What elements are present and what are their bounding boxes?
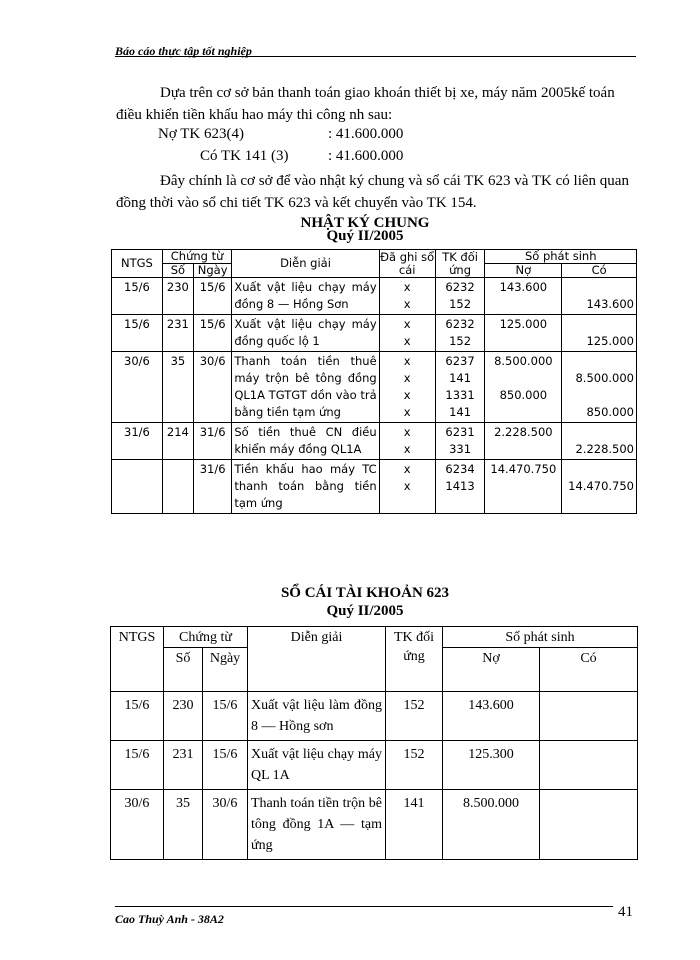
ledger-row — [111, 790, 638, 860]
cell-ngay: 15/6 — [193, 315, 231, 352]
journal-header-ntgs: NTGS — [112, 250, 163, 278]
cell-da-ghi: x x — [379, 315, 435, 352]
cell-ngay: 31/6 — [193, 460, 231, 514]
cell-ngay: 15/6 — [203, 692, 248, 741]
cell-ntgs: 30/6 — [112, 352, 163, 423]
ledger-row — [111, 692, 638, 741]
ledger-title: SỔ CÁI TÀI KHOẢN 623 — [280, 585, 450, 601]
ledger-header-so: Số — [164, 648, 203, 692]
cell-ntgs: 15/6 — [112, 315, 163, 352]
cell-no: 8.500.000 — [443, 790, 540, 860]
journal-row — [112, 278, 637, 315]
cell-so: 231 — [164, 741, 203, 790]
cell-da-ghi: x x — [379, 278, 435, 315]
page-number: 41 — [618, 904, 633, 920]
cell-no: 125.300 — [443, 741, 540, 790]
cell-co — [540, 741, 638, 790]
credit-entry-value: : 41.600.000 — [328, 148, 404, 164]
cell-tk: 152 — [386, 692, 443, 741]
ledger-subtitle: Quý II/2005 — [326, 603, 404, 619]
cell-tk: 6232 152 — [435, 278, 485, 315]
cell-no: 14.470.750 — [485, 460, 562, 514]
cell-co: 125.000 — [562, 315, 637, 352]
ledger-header-ntgs: NTGS — [111, 627, 164, 692]
journal-header-no: Nợ — [485, 264, 562, 278]
journal-title: NHẬT KÝ CHUNG — [300, 215, 430, 231]
journal-subtitle: Quý II/2005 — [326, 228, 404, 244]
cell-tk: 6237 141 1331 141 — [435, 352, 485, 423]
cell-dien-giai: Số tiền thuê CN điều khiển máy đồng QL1A — [232, 423, 379, 460]
cell-ntgs: 31/6 — [112, 423, 163, 460]
cell-dien-giai: Xuất vật liệu chạy máy đồng quốc lộ 1 — [232, 315, 379, 352]
ledger-table — [110, 626, 638, 860]
ledger-header-no: Nợ — [443, 648, 540, 692]
credit-entry-label: Có TK 141 (3) — [200, 148, 289, 164]
cell-co: 8.500.000 850.000 — [562, 352, 637, 423]
cell-no: 143.600 — [443, 692, 540, 741]
cell-ngay: 15/6 — [193, 278, 231, 315]
cell-so: 230 — [162, 278, 193, 315]
cell-da-ghi: x x x x — [379, 352, 435, 423]
cell-ntgs: 15/6 — [111, 741, 164, 790]
cell-tk: 141 — [386, 790, 443, 860]
cell-ngay: 31/6 — [193, 423, 231, 460]
journal-row — [112, 315, 637, 352]
cell-no: 8.500.000 850.000 — [485, 352, 562, 423]
cell-co: 14.470.750 — [562, 460, 637, 514]
debit-entry-label: Nợ TK 623(4) — [158, 126, 244, 142]
journal-header-da-ghi: Đã ghi sổ cái — [380, 249, 435, 277]
cell-dien-giai: Xuất vật liệu chạy máy QL 1A — [248, 741, 386, 790]
cell-no: 2.228.500 — [485, 423, 562, 460]
cell-ngay: 30/6 — [193, 352, 231, 423]
cell-so: 214 — [162, 423, 193, 460]
cell-co — [540, 790, 638, 860]
cell-co: 143.600 — [562, 278, 637, 315]
cell-no: 143.600 — [485, 278, 562, 315]
cell-so: 230 — [164, 692, 203, 741]
ledger-header-chung-tu: Chứng từ — [164, 627, 248, 648]
ledger-header-dien-giai: Diễn giải — [248, 627, 386, 692]
journal-header-ngay: Ngày — [193, 264, 231, 278]
journal-header-co: Có — [562, 264, 637, 278]
cell-tk: 152 — [386, 741, 443, 790]
footer-rule — [115, 906, 613, 907]
journal-row — [112, 423, 637, 460]
cell-ntgs: 30/6 — [111, 790, 164, 860]
intro-paragraph-2: Đây chính là cơ sở để vào nhật ký chung và sổ cái TK 623 và TK có liên quan đồng thời vào sổ chi tiết TK 623 và kết chuyển vào TK 154. — [116, 173, 629, 211]
cell-da-ghi: x x — [379, 423, 435, 460]
cell-tk: 6232 152 — [435, 315, 485, 352]
cell-dien-giai: Thanh toán tiền trộn bê tông đồng 1A — tạm ứng — [248, 790, 386, 860]
cell-so — [162, 460, 193, 514]
journal-header-so: Số — [162, 264, 193, 278]
cell-ntgs: 15/6 — [112, 278, 163, 315]
header-rule — [115, 56, 636, 57]
ledger-header-co: Có — [540, 648, 638, 692]
debit-entry-value: : 41.600.000 — [328, 126, 404, 142]
cell-so: 35 — [164, 790, 203, 860]
ledger-header-tk-doi-ung: TK đối ứng — [386, 627, 443, 692]
ledger-row — [111, 741, 638, 790]
journal-header-chung-tu: Chứng từ — [162, 250, 232, 264]
journal-row — [112, 460, 637, 514]
cell-dien-giai: Xuất vật liệu chạy máy đồng 8 — Hồng Sơn — [232, 278, 379, 315]
cell-dien-giai: Tiền khấu hao máy TC thanh toán bằng tiền tạm ứng — [232, 460, 379, 514]
journal-table — [111, 249, 637, 514]
cell-tk: 6234 1413 — [435, 460, 485, 514]
cell-ngay: 30/6 — [203, 790, 248, 860]
cell-ntgs — [112, 460, 163, 514]
cell-co: 2.228.500 — [562, 423, 637, 460]
cell-co — [540, 692, 638, 741]
cell-ngay: 15/6 — [203, 741, 248, 790]
ledger-header-ngay: Ngày — [203, 648, 248, 692]
cell-dien-giai: Xuất vật liệu làm đồng 8 — Hồng sơn — [248, 692, 386, 741]
cell-so: 35 — [162, 352, 193, 423]
cell-no: 125.000 — [485, 315, 562, 352]
cell-da-ghi: x x — [379, 460, 435, 514]
ledger-header-so-phat-sinh: Số phát sinh — [443, 627, 638, 648]
cell-so: 231 — [162, 315, 193, 352]
journal-header-tk-doi-ung: TK đối ứng — [435, 250, 485, 278]
journal-row — [112, 352, 637, 423]
cell-ntgs: 15/6 — [111, 692, 164, 741]
page-header: Báo cáo thực tập tốt nghiệp — [115, 44, 252, 58]
journal-header-dien-giai: Diễn giải — [232, 250, 379, 278]
journal-header-so-phat-sinh: Số phát sinh — [485, 250, 637, 264]
cell-dien-giai: Thanh toán tiền thuê máy trộn bê tông đồng QL1A TGTGT dồn vào trả bằng tiền tạm ứng — [232, 352, 379, 423]
intro-paragraph: Dựa trên cơ sở bản thanh toán giao khoán thiết bị xe, máy năm 2005kế toán điều khiển tiền khấu hao máy thi công nh sau: — [116, 85, 615, 123]
footer-author: Cao Thuỳ Anh - 38A2 — [115, 912, 224, 926]
cell-tk: 6231 331 — [435, 423, 485, 460]
